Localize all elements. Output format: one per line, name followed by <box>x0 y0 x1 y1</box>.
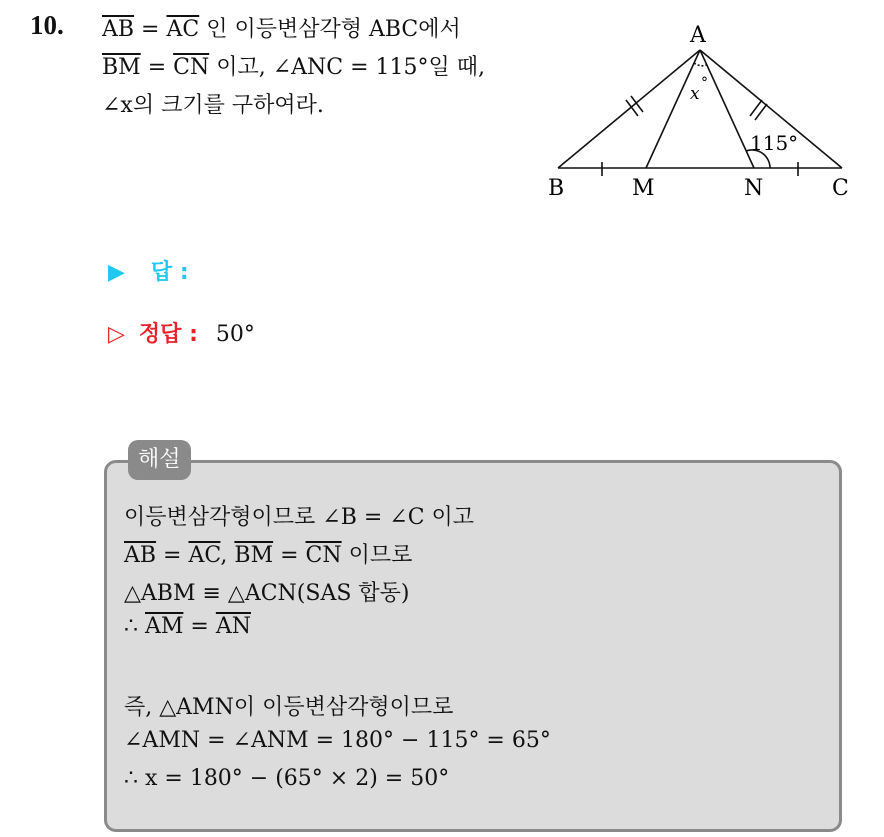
triangle-figure <box>540 20 860 205</box>
equals-sign: = <box>156 543 189 568</box>
solution-line-1: 이등변삼각형이므로 ∠B = ∠C 이고 <box>124 505 475 530</box>
segment-cn: $\overline{CN}$ <box>305 543 342 568</box>
label-c: C <box>832 176 849 201</box>
solution-line-7: ∴ x = 180° − (65° × 2) = 50° <box>124 766 450 791</box>
segment-bm: $\overline{BM}$ <box>234 543 274 568</box>
question-text: 인 이등변삼각형 ABC에서 <box>199 17 461 42</box>
correct-answer-row <box>108 317 255 348</box>
solution-text: 이므로 <box>341 543 413 568</box>
equals-sign: = <box>134 17 167 42</box>
correct-label: 정답 : <box>138 322 198 347</box>
segment-am: $\overline{AM}$ <box>145 614 184 639</box>
segment-ac: $\overline{AC}$ <box>166 17 200 42</box>
segment-an: $\overline{AN}$ <box>215 614 251 639</box>
answer-label: 답 : <box>150 260 189 285</box>
question-line-3: ∠x의 크기를 구하여라. <box>102 93 324 118</box>
label-m: M <box>632 176 655 201</box>
question-line-2 <box>102 50 485 81</box>
segment-cn: $\overline{CN}$ <box>173 55 210 80</box>
correct-value: 50° <box>215 322 255 347</box>
label-b: B <box>548 176 565 201</box>
answer-arrow-icon: ▶ <box>108 260 125 285</box>
therefore-symbol: ∴ <box>124 614 145 639</box>
side-ab <box>558 50 700 168</box>
solution-line-2 <box>124 538 412 569</box>
label-x-degree: ° <box>701 75 708 91</box>
label-angle-115: 115° <box>750 131 799 155</box>
segment-ac: $\overline{AC}$ <box>188 543 221 568</box>
segment-bm: $\overline{BM}$ <box>102 55 141 80</box>
solution-tab: 해설 <box>128 440 191 480</box>
equals-sign: = <box>273 543 306 568</box>
label-x: x <box>690 84 700 104</box>
answer-row <box>108 255 189 286</box>
correct-arrow-icon: ▷ <box>108 322 125 347</box>
equals-sign: = <box>140 55 174 80</box>
label-n: N <box>744 176 764 201</box>
label-a: A <box>690 23 706 48</box>
comma: , <box>220 543 235 568</box>
question-line-1 <box>102 12 461 43</box>
segment-ab: $\overline{AB}$ <box>124 543 157 568</box>
solution-line-3: △ABM ≡ △ACN(SAS 합동) <box>124 581 410 606</box>
equals-sign: = <box>183 614 216 639</box>
problem-number: 10. <box>30 10 64 40</box>
solution-line-4 <box>124 614 251 639</box>
solution-line-6: ∠AMN = ∠ANM = 180° − 115° = 65° <box>124 728 551 753</box>
question-text: 이고, ∠ANC = 115°일 때, <box>209 55 486 80</box>
segment-am <box>646 50 700 168</box>
solution-line-5: 즉, △AMN이 이등변삼각형이므로 <box>124 695 454 720</box>
segment-ab: $\overline{AB}$ <box>102 17 135 42</box>
